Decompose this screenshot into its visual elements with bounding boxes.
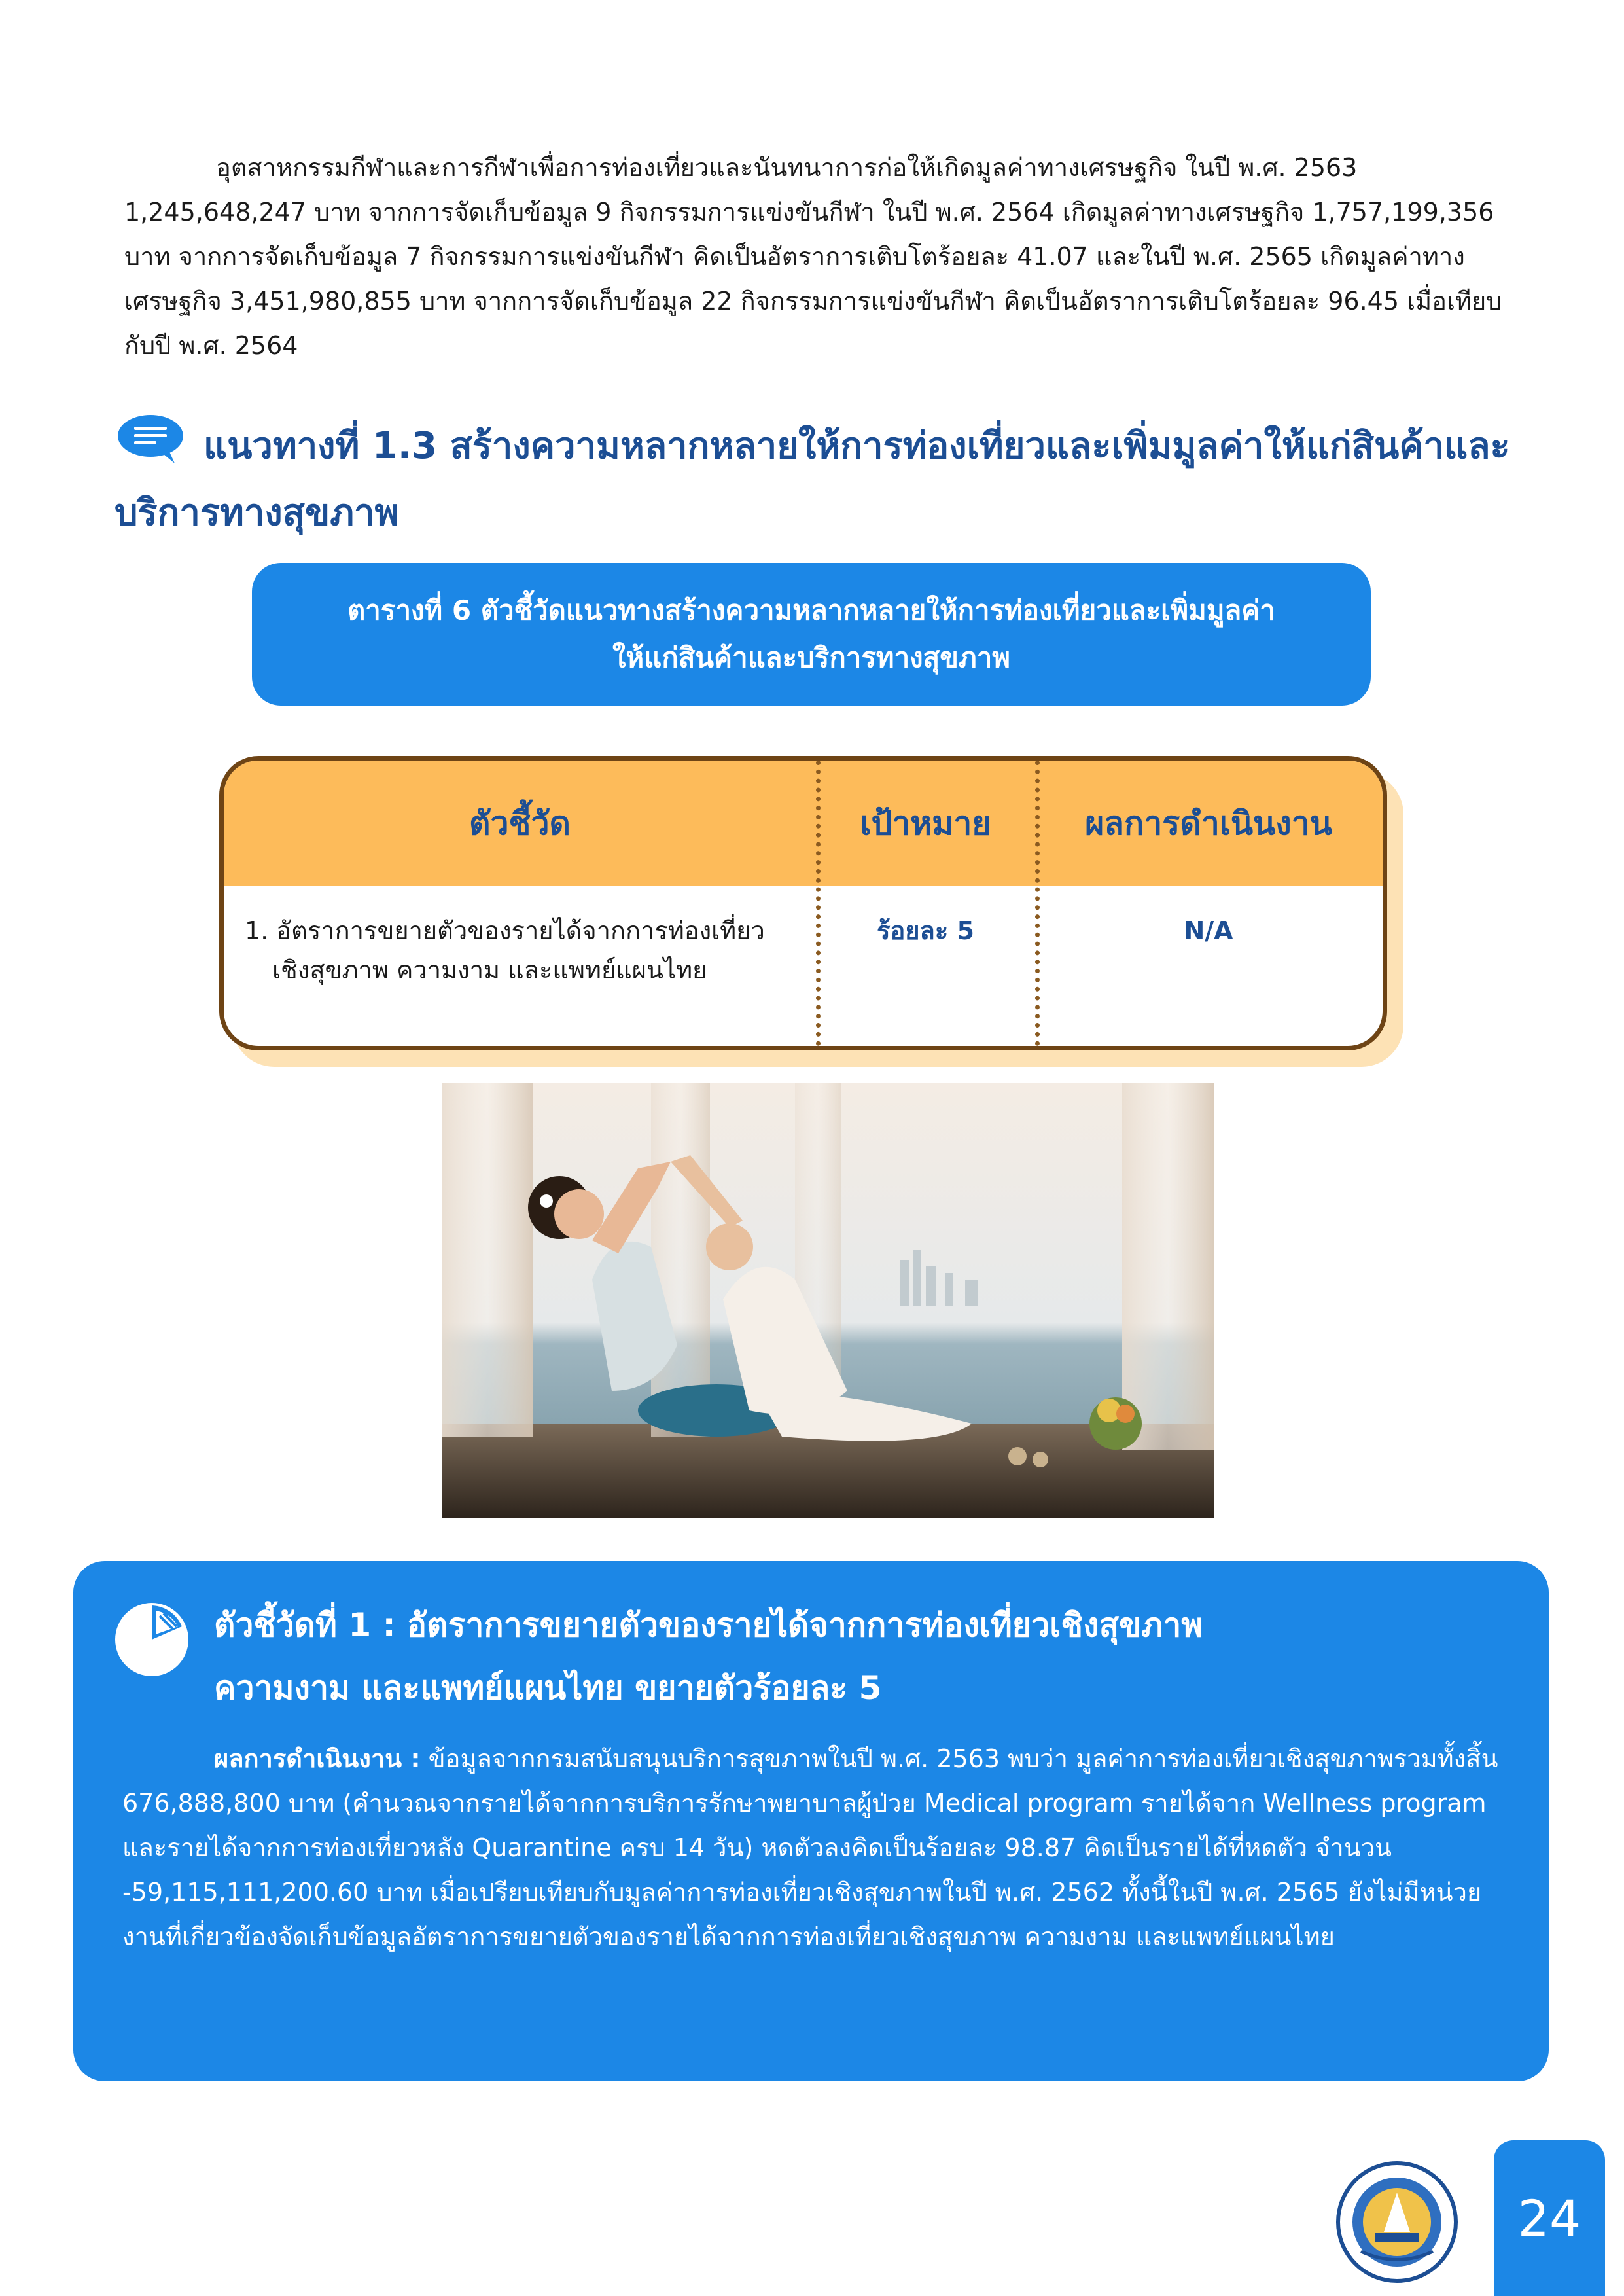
header-target: เป้าหมาย [860, 804, 991, 842]
indicator-line2: เชิงสุขภาพ ความงาม และแพทย์แผนไทย [272, 956, 707, 984]
pie-chart-icon [114, 1602, 190, 1680]
kpi-title-line2: ความงาม และแพทย์แผนไทย ขยายตัวร้อยละ 5 [214, 1669, 882, 1707]
guideline-heading [115, 412, 1521, 543]
table-caption [252, 563, 1371, 706]
guideline-title: แนวทางที่ 1.3 สร้างความหลากหลายให้การท่องเที่ยวและเพิ่มมูลค่าให้แก่สินค้าและบริการทางสุขภาพ [115, 425, 1510, 534]
table-caption-line1: ตารางที่ 6 ตัวชี้วัดแนวทางสร้างความหลากหลายให้การท่องเที่ยวและเพิ่มมูลค่า [347, 594, 1275, 626]
column-divider [816, 761, 821, 1046]
column-divider [1035, 761, 1040, 1046]
ministry-seal-logo [1335, 2160, 1459, 2287]
table-cell-indicator [245, 911, 807, 990]
indicator-line1: 1. อัตราการขยายตัวของรายได้จากการท่องเที่ยว [245, 916, 765, 945]
page-number: 24 [1494, 2140, 1605, 2296]
kpi-result-label: ผลการดำเนินงาน : [214, 1744, 421, 1773]
kpi-result [122, 1736, 1503, 1959]
intro-paragraph [124, 145, 1518, 368]
header-indicator: ตัวชี้วัด [468, 804, 571, 842]
kpi-box [73, 1561, 1549, 2081]
kpi-result-text: ข้อมูลจากกรมสนับสนุนบริการสุขภาพในปี พ.ศ. 2563 พบว่า มูลค่าการท่องเที่ยวเชิงสุขภาพรวมทั้งสิ้น 676,888,800 บาท (คำนวณจากรายได้จากการบริการรักษาพยาบาลผู้ป่วย Medical program รายได้จาก Wellness program และรายได้จากการท่องเที่ยวหลัง Quarantine ครบ 14 วัน) หดตัวลงคิดเป็นร้อยละ 98.87 คิดเป็นรายได้ที่หดตัว จำนวน -59,115,111,200.60 บาท เมื่อเปรียบเทียบกับมูลค่าการท่องเที่ยวเชิงสุขภาพในปี พ.ศ. 2562 ทั้งนี้ในปี พ.ศ. 2565 ยังไม่มีหน่วยงานที่เกี่ยวข้องจัดเก็บข้อมูลอัตราการขยายตัวของรายได้จากการท่องเที่ยวเชิงสุขภาพ ความงาม และแพทย์แผนไทย [122, 1744, 1498, 1951]
speech-bubble-icon [115, 412, 186, 483]
table-caption-line2: ให้แก่สินค้าและบริการทางสุขภาพ [612, 641, 1010, 673]
kpi-title-line1: ตัวชี้วัดที่ 1 : อัตราการขยายตัวของรายได้จากการท่องเที่ยวเชิงสุขภาพ [214, 1606, 1203, 1644]
indicator-table [219, 756, 1387, 1050]
intro-text: อุตสาหกรรมกีฬาและการกีฬาเพื่อการท่องเที่ยวและนันทนาการก่อให้เกิดมูลค่าทางเศรษฐกิจ ในปี พ.ศ. 2563 1,245,648,247 บาท จากการจัดเก็บข้อมูล 9 กิจกรรมการแข่งขันกีฬา ในปี พ.ศ. 2564 เกิดมูลค่าทางเศรษฐกิจ 1,757,199,356 บาท จากการจัดเก็บข้อมูล 7 กิจกรรมการแข่งขันกีฬา คิดเป็นอัตราการเติบโตร้อยละ 41.07 และในปี พ.ศ. 2565 เกิดมูลค่าทางเศรษฐกิจ 3,451,980,855 บาท จากการจัดเก็บข้อมูล 22 กิจกรรมการแข่งขันกีฬา คิดเป็นอัตราการเติบโตร้อยละ 96.45 เมื่อเทียบกับปี พ.ศ. 2564 [124, 153, 1502, 360]
table-cell-result: N/A [1184, 916, 1233, 945]
header-result: ผลการดำเนินงาน [1085, 804, 1332, 842]
thai-massage-photo [442, 1083, 1214, 1518]
table-cell-target: ร้อยละ 5 [877, 916, 974, 945]
kpi-title [214, 1594, 1516, 1719]
